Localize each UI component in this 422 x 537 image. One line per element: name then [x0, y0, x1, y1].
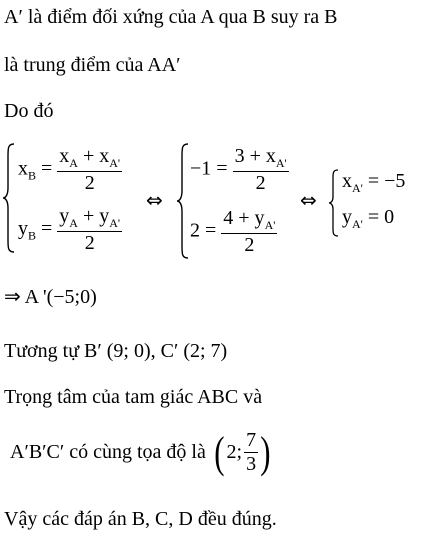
- system-2-row-2: 2 = $\frac{4 + y_{A'}}{2}$: [190, 207, 276, 256]
- do-do-label: Do đó: [4, 100, 54, 122]
- equivalence-arrow-1: ⇔: [146, 188, 163, 212]
- centroid-line-2: A′B′C′ có cùng tọa độ là ( 2; $\frac{7}{3}$ ): [10, 427, 271, 477]
- result-a-prime: ⇒ A '(−5;0): [4, 284, 97, 308]
- equivalence-arrow-2: ⇔: [300, 188, 317, 212]
- centroid-line-1: Trọng tâm của tam giác ABC và: [4, 386, 263, 408]
- statement-line-1: A′ là điểm đối xứng của A qua B suy ra B: [4, 6, 338, 28]
- system-2-row-1: −1 = $\frac{3 + x_{A'}}{2}$: [190, 145, 287, 194]
- brace-system-1: [2, 142, 16, 254]
- implies-arrow: ⇒: [4, 284, 21, 308]
- system-1-row-1: $x_B$ = $\frac{x_A + x_{A'}}{2}$: [18, 145, 121, 194]
- system-1-row-2: $y_B$ = $\frac{y_A + y_{A'}}{2}$: [18, 205, 121, 254]
- solution-xa-prime: $x_{A'} = -5$: [342, 170, 406, 195]
- fraction-xa-prime: $\frac{3 + x_{A'}}{2}$: [234, 145, 287, 194]
- fraction-yb: $\frac{y_A + y_{A'}}{2}$: [59, 205, 121, 254]
- fraction-xb: $\frac{x_A + x_{A'}}{2}$: [59, 145, 121, 194]
- fraction-ya-prime: $\frac{4 + y_{A'}}{2}$: [223, 207, 276, 256]
- solution-ya-prime: $y_{A'} = 0$: [342, 206, 395, 231]
- fraction-seven-thirds: $\frac{7}{3}$: [246, 429, 257, 475]
- conclusion-line: Vậy các đáp án B, C, D đều đúng.: [4, 508, 277, 530]
- brace-system-3: [328, 168, 340, 238]
- statement-line-2: là trung điểm của AA′: [4, 54, 181, 76]
- brace-system-2: [176, 142, 190, 260]
- similar-points-line: Tương tự B′ (9; 0), C′ (2; 7): [4, 340, 228, 362]
